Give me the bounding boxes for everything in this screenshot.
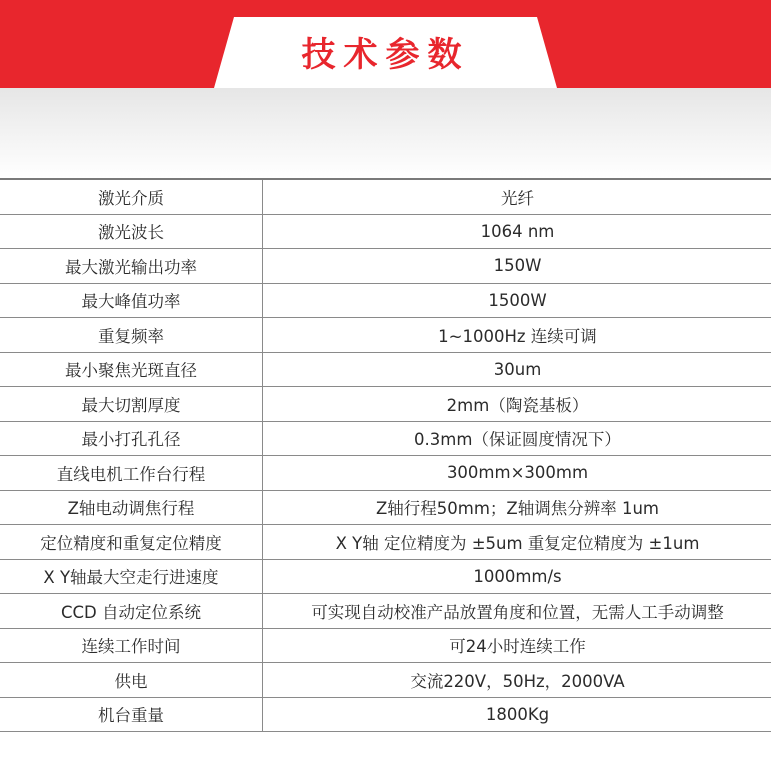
param-label: X Y轴最大空走行进速度 bbox=[0, 559, 263, 594]
param-value: Z轴行程50mm；Z轴调焦分辨率 1um bbox=[263, 490, 771, 525]
param-label: CCD 自动定位系统 bbox=[0, 594, 263, 629]
table-row bbox=[0, 490, 771, 525]
param-value: 1800Kg bbox=[263, 697, 771, 732]
param-value: X Y轴 定位精度为 ±5um 重复定位精度为 ±1um bbox=[263, 525, 771, 560]
table-row bbox=[0, 559, 771, 594]
table-row bbox=[0, 697, 771, 732]
table-row bbox=[0, 628, 771, 663]
table-row bbox=[0, 179, 771, 214]
table-row bbox=[0, 283, 771, 318]
param-label: 最大切割厚度 bbox=[0, 387, 263, 422]
param-label: 重复频率 bbox=[0, 318, 263, 353]
param-value: 可24小时连续工作 bbox=[263, 628, 771, 663]
param-label: 定位精度和重复定位精度 bbox=[0, 525, 263, 560]
param-value: 0.3mm（保证圆度情况下） bbox=[263, 421, 771, 456]
header-fade bbox=[0, 88, 771, 178]
param-value: 1064 nm bbox=[263, 214, 771, 249]
table-row bbox=[0, 663, 771, 698]
param-label: 直线电机工作台行程 bbox=[0, 456, 263, 491]
param-value: 2mm（陶瓷基板） bbox=[263, 387, 771, 422]
spec-table bbox=[0, 178, 771, 732]
table-row bbox=[0, 387, 771, 422]
param-value: 1000mm/s bbox=[263, 559, 771, 594]
param-value: 可实现自动校准产品放置角度和位置，无需人工手动调整 bbox=[263, 594, 771, 629]
table-row bbox=[0, 594, 771, 629]
param-value: 1500W bbox=[263, 283, 771, 318]
table-row bbox=[0, 214, 771, 249]
param-label: 最大峰值功率 bbox=[0, 283, 263, 318]
param-value: 光纤 bbox=[263, 179, 771, 214]
param-label: 最小打孔孔径 bbox=[0, 421, 263, 456]
param-label: 最小聚焦光斑直径 bbox=[0, 352, 263, 387]
table-row bbox=[0, 249, 771, 284]
param-label: 激光介质 bbox=[0, 179, 263, 214]
table-row bbox=[0, 352, 771, 387]
table-row bbox=[0, 456, 771, 491]
param-value: 150W bbox=[263, 249, 771, 284]
page-title: 技术参数 bbox=[301, 35, 470, 75]
table-row bbox=[0, 421, 771, 456]
param-label: 机台重量 bbox=[0, 697, 263, 732]
param-value: 1~1000Hz 连续可调 bbox=[263, 318, 771, 353]
param-label: 连续工作时间 bbox=[0, 628, 263, 663]
param-label: 激光波长 bbox=[0, 214, 263, 249]
param-label: Z轴电动调焦行程 bbox=[0, 490, 263, 525]
table-row bbox=[0, 525, 771, 560]
param-label: 供电 bbox=[0, 663, 263, 698]
param-label: 最大激光输出功率 bbox=[0, 249, 263, 284]
param-value: 30um bbox=[263, 352, 771, 387]
param-value: 交流220V，50Hz，2000VA bbox=[263, 663, 771, 698]
table-row bbox=[0, 318, 771, 353]
param-value: 300mm×300mm bbox=[263, 456, 771, 491]
